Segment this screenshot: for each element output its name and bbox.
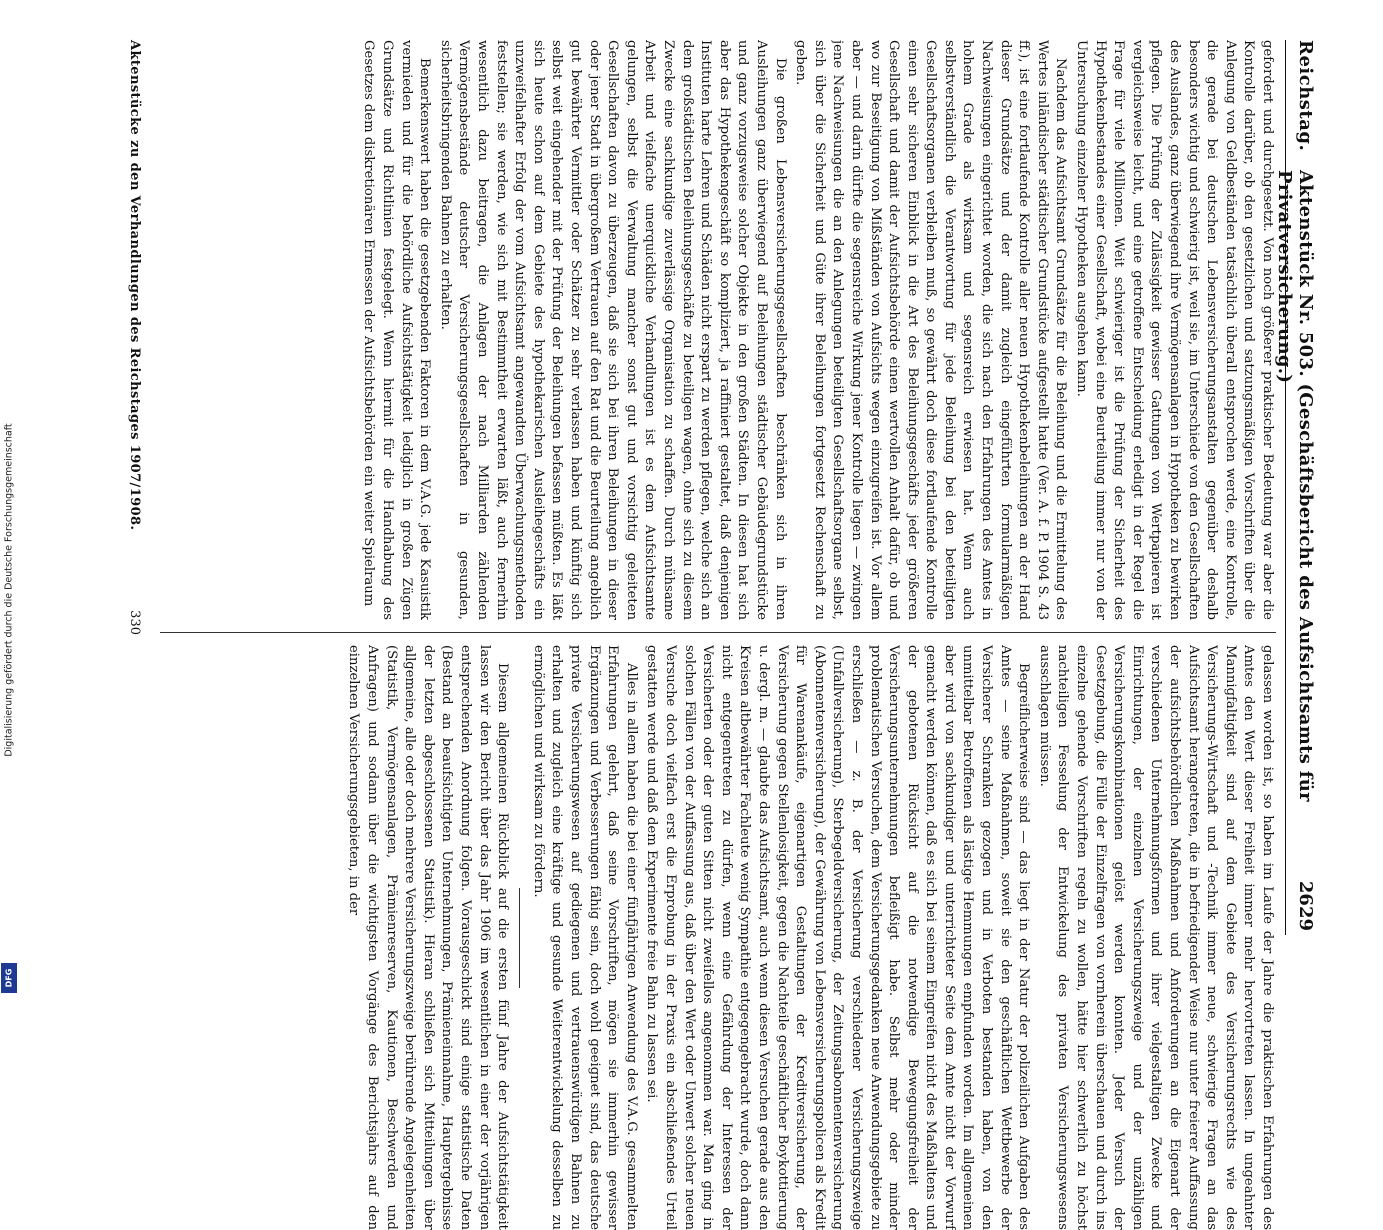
page-number: 2629 [1295, 880, 1316, 931]
paragraph: gelassen worden ist, so haben im Laufe der Jahre die praktischen Erfahrungen des Amtes den Wert dieser Freiheit immer mehr hervortreten lassen. In ungeahnter Mannigfaltigkeit sind auf dem Gebiete des Versicherungsrechts wie des Versicherungs-Wirtschaft und -Technik immer neue, schwierige Fragen an das Aufsichtsamt herangetreten, die in befriedigender Weise nur unter freierer Auffassung der aufsichtsbehördlichen Maßnahmen und Anforderungen an die Eigenart der verschiedenen Unternehmungsformen und ihrer vielgestaltigen Zwecke und Einrichtungen, der einzelnen Versicherungszweige und der unzähligen Versicherungskombinationen gelöst werden konnten. Jeder Versuch der Gesetzgebung, die Fülle der Einzelfragen von vornherein überschauen und durch ins einzelne gehende Vorschriften regeln zu wollen, hätte hier schwerlich zu höchst nachteiligen Fesselung der Entwickelung des privaten Versicherungswesens ausschlagen müssen. [1036, 645, 1275, 1230]
dfg-logo: DFG [1, 963, 17, 993]
paragraph: Alles in allem haben die bei einer fünfjährigen Anwendung des V.A.G. gesammelten Erfahrungen gelehrt, daß seine Vorschriften, mögen sie immerhin gewisser Ergänzungen und Verbesserungen fähig sein, doch wohl geeignet sind, das deutsche private Versicherungswesen auf gediegenen und vertrauenswürdigen Bahnen zu erhalten und zugleich eine kräftige und gesunde Weiterentwickelung desselben zu ermöglichen und wirksam zu fördern. [530, 645, 639, 1230]
paragraph: Nachdem das Aufsichtsamt Grundsätze für die Beleihung und die Ermittelung des Wertes inländischer städtischer Grundstücke aufgestellt hatte (Ver. A. f. P. 1904 S. 43 ff.), ist eine fortlaufende Kontrolle aller neuen Hypothekenbeleihungen an der Hand dieser Grundsätze und der damit zugleich eingeführten formularmäßigen Nachweisungen eingerichtet worden, die sich nach den Erfahrungen des Amtes in hohem Grade als wirksam und segensreich erwiesen hat. Wenn auch selbstverständlich die Verantwortung für jede Beleihung bei den beteiligten Gesellschaftsorganen verbleiben muß, so gewährt doch diese fortlaufende Kontrolle einen sehr sicheren Einblick in die Art des Beleihungsgeschäfts jeder größeren Gesellschaft und damit der Aufsichtsbehörde einen wertvollen Anhalt dafür, ob und wo zur Beseitigung von Mißständen von Aufsichts wegen einzugreifen ist. Vor allem aber — und darin dürfte die segensreiche Wirkung jener Kontrolle liegen — zwingen jene Nachweisungen die an den Anlegungen beteiligten Gesellschaftsorgane selbst, sich über die Sicherheit und Güte ihrer Beleihungen fortgesetzt Rechenschaft zu geben. [793, 40, 1069, 620]
paragraph: gefordert und durchgesetzt. Von noch größerer praktischer Bedeutung war aber die Kontrolle darüber, ob den gesetzlichen und satzungsmäßigen Vorschriften über die Anlegung von Geldbeständen tatsächlich überall entsprochen werde, eine Kontrolle, die gerade bei deutschen Lebensversicherungsanstalten gegenüber deshalb besonders wichtig und schwierig ist, weil sie, im Unterschiede von den Gesellschaften des Auslandes, ganz überwiegend ihre Vermögensanlagen in Hypotheken zu bewirken pflegen. Die Prüfung der Zulässigkeit gewisser Gattungen von Wertpapieren ist vergleichsweise leicht, und eine getroffene Entscheidung erledigt in der Regel die Frage für viele Millionen. Weit schwieriger ist die Prüfung der Sicherheit des Hypothekenbestandes einer Gesellschaft, wobei eine Beurteilung immer nur von der Untersuchung einzelner Hypotheken ausgehen kann. [1074, 40, 1275, 620]
left-column [160, 40, 1276, 620]
document-page [100, 40, 1320, 1230]
header-title: Aktenstück Nr. 503. (Geschäftsbericht des Aufsichtsamts für Privatversicherung.) [1274, 170, 1316, 802]
footer-sheet-number: 330 [127, 610, 142, 635]
page-footer [118, 40, 142, 935]
text-columns [160, 40, 1276, 1230]
paragraph: Begreiflicherweise sind — das liegt in der Natur der polizeilichen Aufgaben des Amtes — seine Maßnahmen, soweit sie den geschäftlichen Wettbewerbe der Versicherer Schranken gezogen und in Verboten bestanden haben, von den unmittelbar Betroffenen als lästige Hemmungen empfunden worden. Im allgemeinen aber wird von sachkundiger und unterrichteter Seite dem Amte nicht der Vorwurf gemacht werden können, daß es sich bei seinem Eingreifen nicht des Maßhaltens und der gebotenen Rücksicht auf die notwendige Bewegungsfreiheit der Versicherungsunternehmungen befleißigt habe. Selbst mehr oder minder problematischen Versuchen, dem Versicherungsgedanken neue Anwendungsgebiete zu erschließen — z. B. der Versicherung verschiedener Versicherungszweige (Unfallversicherung), Sterbegeldversicherung, der Zeitungsabonnentenversicherung (Abonnentenversicherung), der Gewährung von Lebensversicherungspolicen als Kredit für Warenankäufe, eigenartigen Gestaltungen der Kreditversicherung, der Versicherung gegen Stellenlosigkeit, gegen die Nachteile geschäftlicher Boykottierung u. dergl. m. — glaubte das Aufsichtsamt, auch wenn diesen Versuchen gerade aus den Kreisen altbewährter Fachleute wenig Sympathie entgegengebracht wurde, doch dann nicht entgegentreten zu dürfen, wenn eine Gefährdung der Interessen der Versicherten oder der guten Sitten nicht zweifellos angenommen war. Man ging in solchen Fällen von der Auffassung aus, daß über den Wert oder Unwert solcher neuen Versuche doch vielfach erst die Erprobung in der Praxis ein abschließendes Urteil gestatten werde und daß dem Experimente freie Bahn zu lassen sei. [644, 645, 1032, 1230]
page-header [1274, 40, 1320, 935]
digitization-credit-text: Digitalisierung gefördert durch die Deutsche Forschungsgemeinschaft [3, 423, 15, 757]
header-reichstag: Reichstag. [1295, 40, 1316, 152]
right-column [160, 645, 1276, 1230]
paragraph: Die großen Lebensversicherungsgesellschaften beschränken sich in ihren Ausleihungen ganz überwiegend auf Beleihungen städtischer Gebäudegrundstücke und ganz vorzugsweise solcher Objekte in den großen Städten. In diesen hat sich aber das Hypothekengeschäft so kompliziert, ja raffiniert gestaltet, daß denjenigen Instituten harte Lehren und Schäden nicht erspart zu werden pflegen, welche sich an dem großstädtischen Beleihungsgeschäfte zu beteiligen wagen, ohne sich zu diesem Zwecke eine sachkundige zuverlässige Organisation zu schaffen. Durch mühsame Arbeit und vielfache unerquickliche Verhandlungen ist es dem Aufsichtsamte gelungen, selbst die Verwaltung mancher sonst gut und vorsichtig geleiteten Gesellschaften davon zu überzeugen, daß sie sich bei ihren Beleihungen in dieser oder jener Stadt in übergroßem Vertrauen auf den Rat und die Beurteilung angeblich gut bewährter Vermittler oder Schätzer zu sehr verlassen haben und künftig sich selbst weit eingehender mit der Prüfung der Beleihungen befassen müßten. Es läßt sich heute schon auf dem Gebiete des hypothekarischen Ausleihegeschäfts ein unzweifelhafter Erfolg der vom Aufsichtsamt angewandten Überwachungsmethoden feststellen; sie werden, wie sich mit Bestimmtheit erwarten läßt, auch fernerhin wesentlich dazu beitragen, die Anlagen der nach Milliarden zählenden Vermögensbestände deutscher Versicherungsgesellschaften in gesunden, sicherheitsbringenden Bahnen zu erhalten. [437, 40, 788, 620]
column-divider [160, 632, 1276, 633]
footer-source: Aktenstücke zu den Verhandlungen des Reichstages 1907/1908. [127, 40, 142, 531]
section-rule [519, 888, 520, 988]
paragraph: Diesem allgemeinen Rückblick auf die ersten fünf Jahre der Aufsichtstätigkeit lassen wir den Bericht über das Jahr 1906 im wesentlichen in einer der vorjährigen entsprechenden Anordnung folgen. Vorausgeschickt sind einige statistische Daten (Bestand an beaufsichtigten Unternehmungen, Prämieneinnahme, Hauptergebnisse der letzten abgeschlossenen Statistik). Hieran schließen sich Mitteilungen über allgemeine, alle oder doch mehrere Versicherungszweige berührende Angelegenheiten (Statistik, Vermögensanlagen, Prämienreserven, Kautionen, Beschwerden und Anfragen) und sodann über die wichtigsten Vorgänge des Berichtsjahrs auf den einzelnen Versicherungsgebieten, in der [346, 645, 511, 1230]
digitization-credit-strip [0, 0, 18, 1000]
paragraph: Bemerkenswert haben die gesetzgebenden Faktoren in dem V.A.G. jede Kasuistik vermieden und für die behördliche Aufsichtstätigkeit lediglich in großen Zügen Grundsätze und Richtlinien festgelegt. Wenn hiermit für die Handhabung des Gesetzes dem diskretionären Ermessen der Aufsichtsbehörden ein weiter Spielraum [361, 40, 433, 620]
